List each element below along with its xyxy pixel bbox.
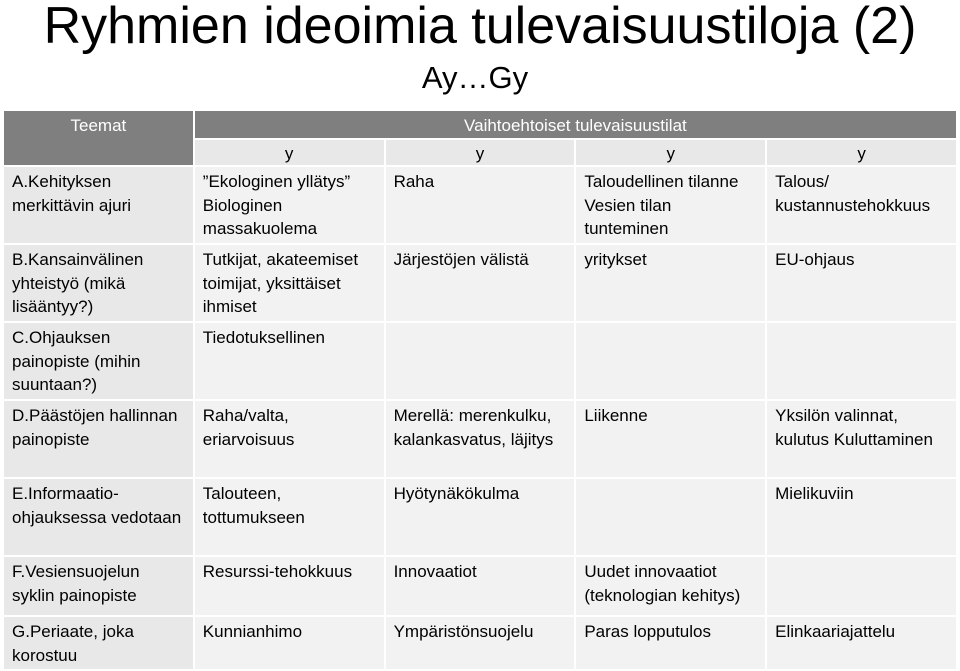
table-cell: [767, 323, 956, 399]
header-teemat: Teemat: [4, 111, 193, 165]
table-cell: Tutkijat, akateemiset toimijat, yksittäiset ihmiset: [195, 245, 384, 321]
table-cell: [576, 323, 765, 399]
y-label: y: [386, 140, 575, 165]
table-cell: Taloudellinen tilanne Vesien tilan tunteminen: [576, 167, 765, 243]
table-row: [4, 617, 956, 669]
row-theme: A.Kehityksen merkittävin ajuri: [4, 167, 193, 243]
table-cell: Innovaatiot: [386, 557, 575, 615]
table-cell: Raha: [386, 167, 575, 243]
y-label: y: [576, 140, 765, 165]
header-row: [4, 111, 956, 138]
table-cell: Liikenne: [576, 401, 765, 477]
table-cell: Paras lopputulos: [576, 617, 765, 669]
table-cell: Talouteen, tottumukseen: [195, 479, 384, 555]
table-cell: [386, 323, 575, 399]
row-theme: C.Ohjauksen painopiste (mihin suuntaan?): [4, 323, 193, 399]
header-vaihtoehtoiset: Vaihtoehtoiset tulevaisuustilat: [195, 111, 956, 138]
table-cell: Yksilön valinnat, kulutus Kuluttaminen: [767, 401, 956, 477]
table-cell: Uudet innovaatiot (teknologian kehitys): [576, 557, 765, 615]
table-row: [4, 401, 956, 477]
table-cell: Resurssi-tehokkuus: [195, 557, 384, 615]
table-cell: Hyötynäkökulma: [386, 479, 575, 555]
table-row: [4, 245, 956, 321]
table-cell: Järjestöjen välistä: [386, 245, 575, 321]
y-label: y: [195, 140, 384, 165]
table-cell: Talous/ kustannustehokkuus: [767, 167, 956, 243]
row-theme: F.Vesiensuojelun syklin painopiste: [4, 557, 193, 615]
table-row: [4, 167, 956, 243]
table-cell: Kunnianhimo: [195, 617, 384, 669]
future-states-table: [2, 109, 958, 671]
page-title: Ryhmien ideoimia tulevaisuustiloja (2): [43, 0, 917, 55]
table-cell: EU-ohjaus: [767, 245, 956, 321]
table-cell: yritykset: [576, 245, 765, 321]
y-label: y: [767, 140, 956, 165]
row-theme: B.Kansainvälinen yhteistyö (mikä lisääntyy?): [4, 245, 193, 321]
row-theme: D.Päästöjen hallinnan painopiste: [4, 401, 193, 477]
row-theme: E.Informaatio-ohjauksessa vedotaan: [4, 479, 193, 555]
table-row: [4, 557, 956, 615]
table-cell: Elinkaariajattelu: [767, 617, 956, 669]
table-cell: Raha/valta, eriarvoisuus: [195, 401, 384, 477]
row-theme: G.Periaate, joka korostuu: [4, 617, 193, 669]
table-cell: Mielikuviin: [767, 479, 956, 555]
table-cell: [767, 557, 956, 615]
table-cell: Tiedotuksellinen: [195, 323, 384, 399]
table-cell: Merellä: merenkulku, kalankasvatus, läjitys: [386, 401, 575, 477]
table-cell: Ympäristönsuojelu: [386, 617, 575, 669]
page-subtitle: Ay…Gy: [421, 60, 529, 95]
table-row: [4, 323, 956, 399]
table-cell: [576, 479, 765, 555]
table-cell: ”Ekologinen yllätys” Biologinen massakuolema: [195, 167, 384, 243]
table-row: [4, 479, 956, 555]
